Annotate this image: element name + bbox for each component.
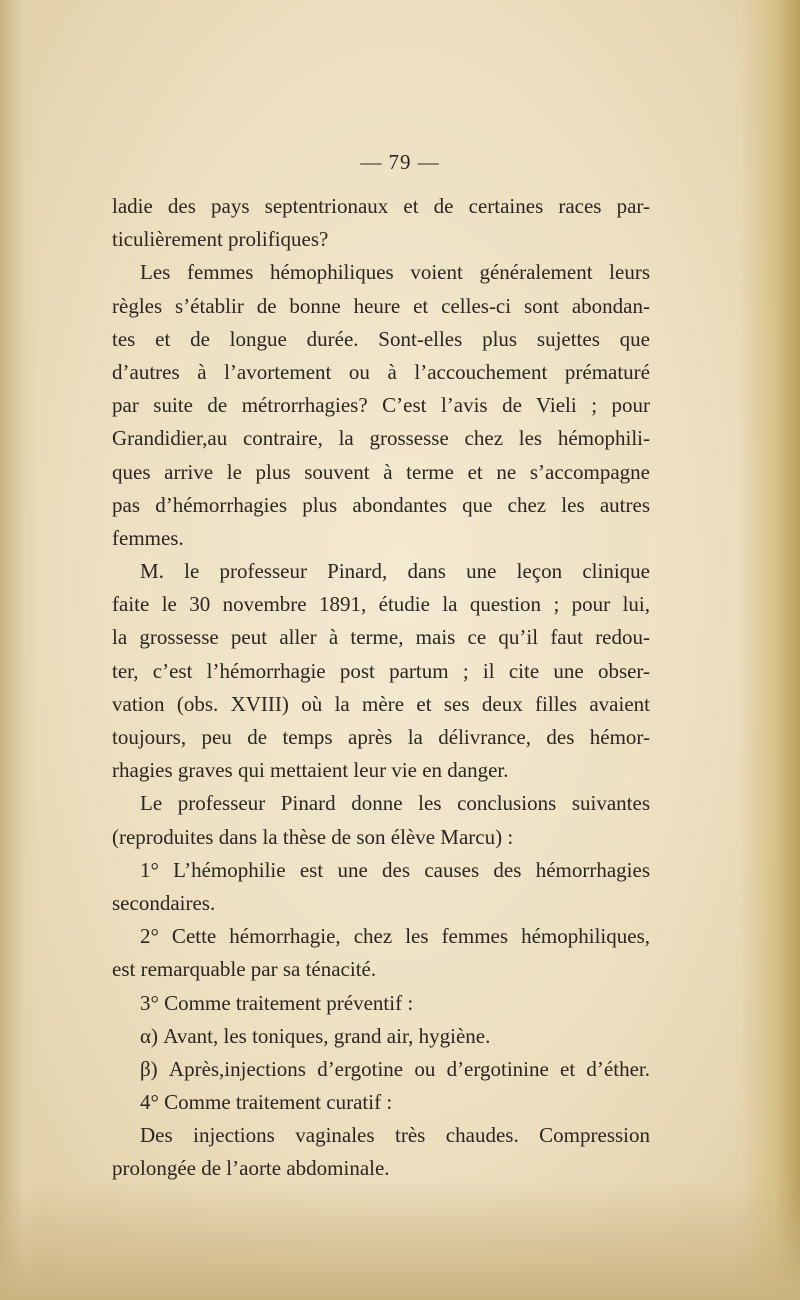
text-line: 4° Comme traitement curatif : xyxy=(140,1090,393,1115)
text-line: 2° Cette hémorrhagie, chez les femmes hémophiliques, xyxy=(140,924,650,949)
text-line: secondaires. xyxy=(112,890,216,915)
text-line: la grossesse peut aller à terme, mais ce qu’il faut redou- xyxy=(112,625,650,650)
text-line: Le professeur Pinard donne les conclusions suivantes xyxy=(140,791,650,816)
text-line: M. le professeur Pinard, dans une leçon clinique xyxy=(140,559,650,584)
text-line: β) Après,injections d’ergotine ou d’ergotinine et d’éther. xyxy=(140,1056,650,1081)
page-edge-shadow-left xyxy=(0,0,40,1300)
text-line: ladie des pays septentrionaux et de certaines races par- xyxy=(112,194,650,218)
text-line: rhagies graves qui mettaient leur vie en danger. xyxy=(112,758,509,783)
text-line: tes et de longue durée. Sont-elles plus sujettes que xyxy=(112,326,650,351)
text-line: d’autres à l’avortement ou à l’accouchement prématuré xyxy=(112,359,650,384)
text-line: Des injections vaginales très chaudes. Compression xyxy=(140,1123,650,1148)
text-line: Les femmes hémophiliques voient généralement leurs xyxy=(140,260,650,285)
text-line: ticulièrement prolifiques? xyxy=(112,227,329,252)
text-line: vation (obs. XVIII) où la mère et ses deux filles avaient xyxy=(112,691,650,716)
text-line: prolongée de l’aorte abdominale. xyxy=(112,1156,390,1181)
text-line: règles s’établir de bonne heure et celles-ci sont abondan- xyxy=(112,293,650,318)
text-line: pas d’hémorrhagies plus abondantes que chez les autres xyxy=(112,492,650,517)
page-edge-shadow-bottom xyxy=(0,1180,800,1300)
text-line: est remarquable par sa ténacité. xyxy=(112,957,377,982)
page-number: — 79 — xyxy=(360,150,440,174)
text-line: 1° L’hémophilie est une des causes des hémorrhagies xyxy=(140,857,650,882)
text-line: α) Avant, les toniques, grand air, hygiène. xyxy=(140,1023,491,1048)
text-line: Grandidier,au contraire, la grossesse chez les hémophili- xyxy=(112,426,650,451)
text-line: ques arrive le plus souvent à terme et ne s’accompagne xyxy=(112,459,650,484)
text-line: ter, c’est l’hémorrhagie post partum ; il cite une obser- xyxy=(112,658,650,683)
body-text xyxy=(112,190,650,1186)
page-edge-shadow-right xyxy=(740,0,800,1300)
text-line: par suite de métrorrhagies? C’est l’avis de Vieli ; pour xyxy=(112,393,650,418)
text-line: femmes. xyxy=(112,525,184,550)
text-line: (reproduites dans la thèse de son élève Marcu) : xyxy=(112,824,514,849)
text-line: toujours, peu de temps après la délivrance, des hémor- xyxy=(112,725,650,749)
text-line: 3° Comme traitement préventif : xyxy=(140,990,414,1015)
text-line: faite le 30 novembre 1891, étudie la question ; pour lui, xyxy=(112,592,650,617)
